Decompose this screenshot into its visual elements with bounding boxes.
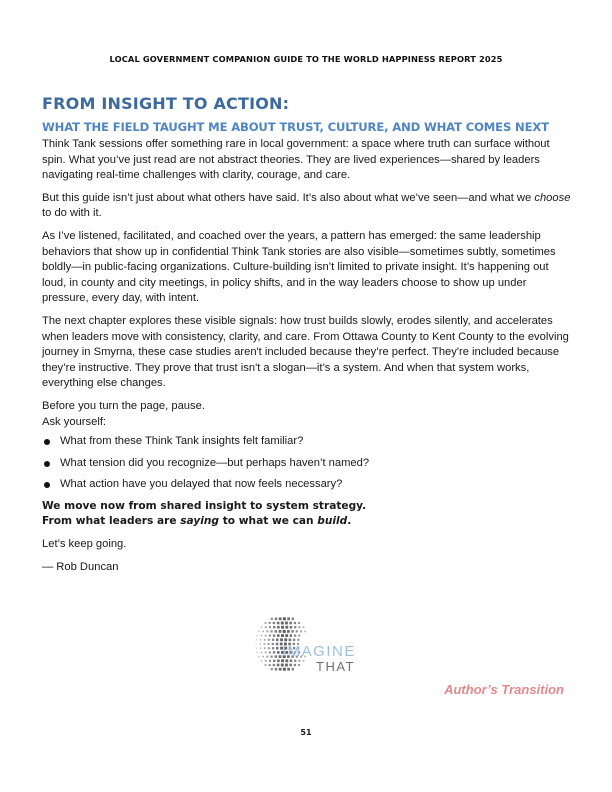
globe-dot <box>259 643 260 644</box>
globe-dot <box>298 622 300 624</box>
main-content <box>42 94 572 582</box>
paragraph-4: The next chapter explores these visible signals: how trust builds slowly, erodes silently, and accelerates when leaders move with consistency, clarity, and care. From Ottawa County to Kent County to the evolving journey in Smyrna, these case studies aren't included because they’re perfect. They're included because they’re instructive. They prove that trust isn't a slogan—it’s a system. And when that system works, everything else changes. <box>42 314 569 390</box>
globe-dot <box>255 643 256 644</box>
globe-dot <box>277 659 280 662</box>
globe-dot <box>258 631 259 632</box>
globe-dot <box>277 634 280 637</box>
running-header: LOCAL GOVERNMENT COMPANION GUIDE TO THE WORLD HAPPINESS REPORT 2025 <box>109 54 503 64</box>
globe-dot <box>273 664 275 666</box>
globe-dot <box>281 634 284 637</box>
globe-dot <box>272 647 274 649</box>
globe-dot <box>294 622 296 624</box>
globe-dot <box>285 664 288 667</box>
globe-dot <box>294 626 296 628</box>
globe-dot <box>261 660 263 662</box>
bold-statement-2-mid: to what we can <box>219 515 318 528</box>
globe-dot <box>269 651 271 653</box>
globe-dot <box>256 639 257 640</box>
globe-dot <box>277 664 280 667</box>
globe-dot <box>289 638 292 641</box>
globe-dot <box>268 639 270 641</box>
globe-dot <box>289 664 292 667</box>
globe-dot <box>292 668 294 670</box>
globe-dot <box>275 655 277 657</box>
globe-dot <box>265 651 267 653</box>
globe-dot <box>304 631 306 633</box>
question-text: What action have you delayed that now feels necessary? <box>60 478 343 491</box>
globe-dot <box>283 617 286 620</box>
globe-dot <box>290 634 293 637</box>
globe-dot <box>279 668 282 671</box>
globe-dot <box>272 639 274 641</box>
globe-dot <box>261 626 263 628</box>
globe-dot <box>272 643 274 645</box>
globe-dot <box>265 622 267 624</box>
paragraph-5-line-1: Before you turn the page, pause. <box>42 399 205 412</box>
paragraph-5-line-2: Ask yourself: <box>42 415 107 428</box>
globe-dot <box>260 639 261 640</box>
globe-dot <box>296 630 298 632</box>
globe-dot <box>291 630 293 632</box>
globe-dot <box>265 660 267 662</box>
globe-dot <box>298 626 300 628</box>
globe-dot <box>269 660 271 662</box>
globe-dot <box>258 656 259 657</box>
globe-dot <box>280 638 283 641</box>
globe-dot <box>276 639 279 642</box>
authors-transition-label: Author’s Transition <box>444 682 564 697</box>
closing-line: Let’s keep going. <box>42 538 127 551</box>
globe-dot <box>281 664 284 667</box>
bullet-icon <box>44 439 50 445</box>
globe-dot <box>261 652 263 654</box>
globe-dot <box>276 643 279 646</box>
globe-dot <box>262 631 264 633</box>
globe-dot <box>303 660 305 662</box>
globe-dot <box>268 647 270 649</box>
globe-dot <box>297 639 299 641</box>
logo-word-imagine: IMAGINE <box>282 643 356 660</box>
page-number: 51 <box>300 728 312 737</box>
globe-dot <box>257 652 258 653</box>
list-item <box>42 456 572 472</box>
globe-dot <box>261 635 263 637</box>
globe-dot <box>285 626 288 629</box>
bold-emphasis-build: build <box>317 515 348 528</box>
globe-dot <box>287 630 290 633</box>
globe-dot <box>279 630 282 633</box>
globe-dot <box>298 664 300 666</box>
paragraph-3: As I’ve listened, facilitated, and coached over the years, a pattern has emerged: the same leadership behaviors that show up in confidential Think Tank stories are also visible—sometimes subtly, sometimes boldly—in public-facing organizations. Culture-building isn’t limited to private insight. It’s happening out loud, in county and city meetings, in policy shifts, and in the way leaders choose to show up under pressure, every day, with intent. <box>42 229 556 305</box>
globe-dot <box>277 622 280 625</box>
question-text: What from these Think Tank insights felt familiar? <box>60 435 304 448</box>
globe-dot <box>271 668 273 670</box>
globe-dot <box>277 651 280 654</box>
paragraph-1: Think Tank sessions offer something rare in local government: a space where truth can surface without spin. What you’ve just read are not abstract theories. They are lived experiences—shared by leaders navigating real-time challenges with clarity, courage, and care. <box>42 138 550 182</box>
globe-dot <box>289 622 292 625</box>
globe-dot <box>269 635 271 637</box>
globe-dot <box>281 622 284 625</box>
globe-dot <box>269 626 271 628</box>
bullet-icon <box>44 461 50 467</box>
logo-word-that: THAT <box>316 659 355 674</box>
list-item <box>42 477 572 493</box>
globe-dot <box>264 639 266 641</box>
globe-dot <box>290 626 293 629</box>
section-title: FROM INSIGHT TO ACTION: <box>42 94 290 113</box>
globe-dot <box>275 618 277 620</box>
globe-dot <box>298 635 300 637</box>
question-list <box>42 434 572 493</box>
globe-dot <box>269 664 271 666</box>
bold-statement-2 <box>42 514 572 530</box>
globe-dot <box>269 622 271 624</box>
globe-dot <box>284 638 287 641</box>
globe-dot <box>264 647 266 649</box>
paragraph-2 <box>42 191 572 222</box>
question-text: What tension did you recognize—but perhaps haven’t named? <box>60 456 370 469</box>
globe-dot <box>277 626 280 629</box>
bold-statement-1: We move now from shared insight to system strategy. <box>42 499 367 512</box>
globe-dot <box>257 635 258 636</box>
globe-dot <box>262 656 264 658</box>
globe-dot <box>268 643 270 645</box>
globe-dot <box>265 664 267 666</box>
paragraph-2-end: to do with it. <box>42 207 102 220</box>
globe-dot <box>298 660 300 662</box>
globe-dot <box>294 634 296 636</box>
globe-dot <box>275 668 277 670</box>
globe-dot <box>271 618 273 620</box>
globe-dot <box>266 630 268 632</box>
globe-dot <box>285 634 288 637</box>
section-subtitle: WHAT THE FIELD TAUGHT ME ABOUT TRUST, CULTURE, AND WHAT COMES NEXT <box>42 120 549 134</box>
globe-dot <box>281 626 284 629</box>
globe-dot <box>273 660 275 662</box>
globe-dot <box>300 630 302 632</box>
globe-dot <box>285 622 288 625</box>
paragraph-2-start: But this guide isn’t just about what others have said. It’s also about what we’ve seen—and what we <box>42 191 535 204</box>
globe-dot <box>294 664 296 666</box>
globe-dot <box>270 630 272 632</box>
bullet-icon <box>44 482 50 488</box>
globe-dot <box>265 635 267 637</box>
bold-emphasis-saying: saying <box>180 515 220 528</box>
globe-dot <box>287 617 290 620</box>
list-item <box>42 434 572 450</box>
globe-dot <box>264 643 266 645</box>
globe-dot <box>292 618 294 620</box>
globe-dot <box>260 647 261 648</box>
globe-dot <box>303 626 305 628</box>
globe-dot <box>273 651 275 653</box>
globe-dot <box>293 639 295 641</box>
globe-dot <box>276 647 279 650</box>
bold-statement-2-start: From what leaders are <box>42 515 181 528</box>
globe-dot <box>273 626 275 628</box>
globe-dot <box>270 656 272 658</box>
globe-dot <box>283 630 286 633</box>
globe-dot <box>275 630 277 632</box>
globe-dot <box>283 668 286 671</box>
globe-dot <box>287 668 290 671</box>
globe-dot <box>279 617 282 620</box>
globe-dot <box>279 655 282 658</box>
globe-dot <box>294 660 296 662</box>
globe-dot <box>273 634 275 636</box>
globe-dot <box>273 622 275 624</box>
signature: — Rob Duncan <box>42 560 119 573</box>
globe-dot <box>266 656 268 658</box>
globe-dot <box>256 648 257 649</box>
bold-statement-2-end: . <box>347 515 352 528</box>
paragraph-2-emphasis: choose <box>534 191 571 204</box>
globe-dot <box>265 626 267 628</box>
